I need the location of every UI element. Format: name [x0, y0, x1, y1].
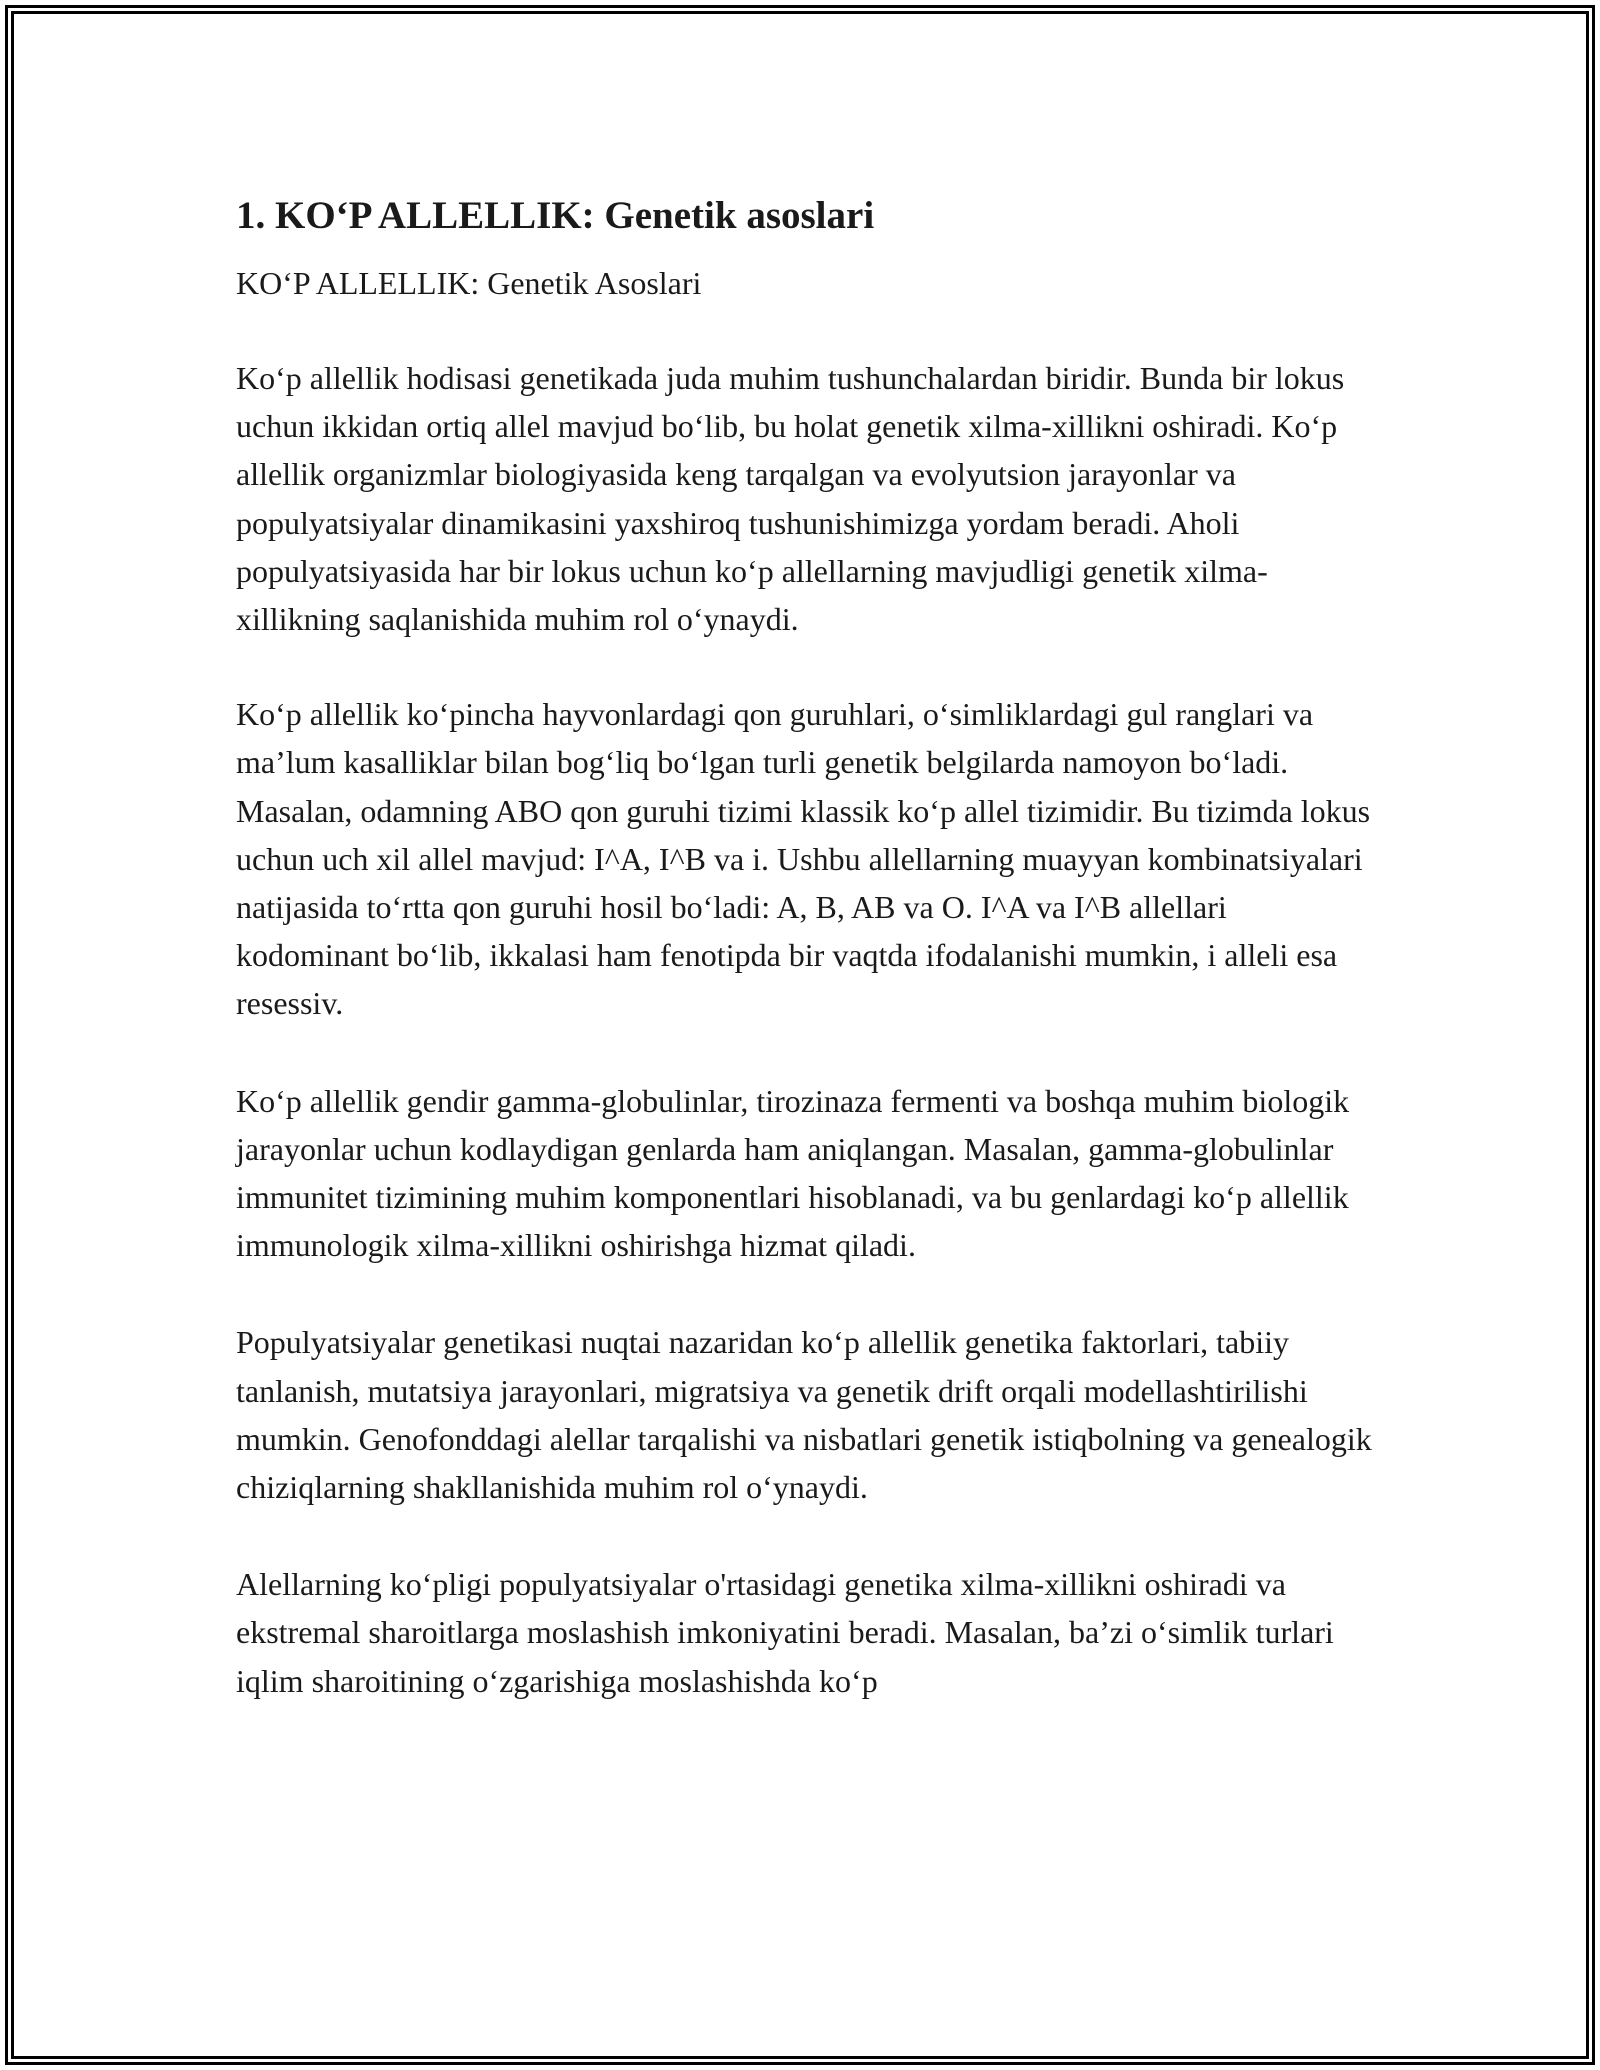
paragraph-1: Ko‘p allellik hodisasi genetikada juda muhim tushunchalardan biridir. Bunda bir lokus uchun ikkidan ortiq allel mavjud bo‘lib, bu holat genetik xilma-xillikni oshiradi. Ko‘p allellik organizmlar biologiyasida keng tarqalgan va evolyutsion jarayonlar va populyatsiyalar dinamikasini yaxshiroq tushunishimizga yordam beradi. Aholi populyatsiyasida har bir lokus uchun ko‘p allellarning mavjudligi genetik xilma-xillikning saqlanishida muhim rol o‘ynaydi. [236, 360, 1345, 638]
paragraph-5: Alellarning ko‘pligi populyatsiyalar o'rtasidagi genetika xilma-xillikni oshiradi va ekstremal sharoitlarga moslashish imkoniyatini beradi. Masalan, ba’zi o‘simlik turlari iqlim sharoitining o‘zgarishiga moslashishda ko‘p [236, 1566, 1334, 1699]
paragraph-4: Populyatsiyalar genetikasi nuqtai nazaridan ko‘p allellik genetika faktorlari, tabiiy tanlanish, mutatsiya jarayonlari, migratsiya va genetik drift orqali modellashtirilishi mumkin. Genofonddagi alellar tarqalishi va nisbatlari genetik istiqbolning va genealogik chiziqlarning shakllanishida muhim rol o‘ynaydi. [236, 1324, 1372, 1506]
section-subtitle: KO‘P ALLELLIK: Genetik Asoslari [236, 265, 702, 301]
paragraph-3: Ko‘p allellik gendir gamma-globulinlar, tirozinaza fermenti va boshqa muhim biologik jarayonlar uchun kodlaydigan genlarda ham aniqlangan. Masalan, gamma-globulinlar immunitet tizimining muhim komponentlari hisoblanadi, va bu genlardagi ko‘p allellik immunologik xilma-xillikni oshirishga hizmat qiladi. [236, 1082, 1350, 1264]
paragraph-2: Ko‘p allellik ko‘pincha hayvonlardagi qon guruhlari, o‘simliklardagi gul ranglari va ma’lum kasalliklar bilan bog‘liq bo‘lgan turli genetik belgilarda namoyon bo‘ladi. Masalan, odamning ABO qon guruhi tizimi klassik ko‘p allel tizimidir. Bu tizimda lokus uchun uch xil allel mavjud: I^A, I^B va i. Ushbu allellarning muayyan kombinatsiyalari natijasida to‘rtta qon guruhi hosil bo‘ladi: A, B, AB va O. I^A va I^B allellari kodominant bo‘lib, ikkalasi ham fenotipda bir vaqtda ifodalanishi mumkin, i alleli esa resessiv. [236, 696, 1371, 1022]
section-heading: 1. KO‘P ALLELLIK: Genetik asoslari [236, 194, 875, 237]
document-body [236, 186, 1386, 1705]
